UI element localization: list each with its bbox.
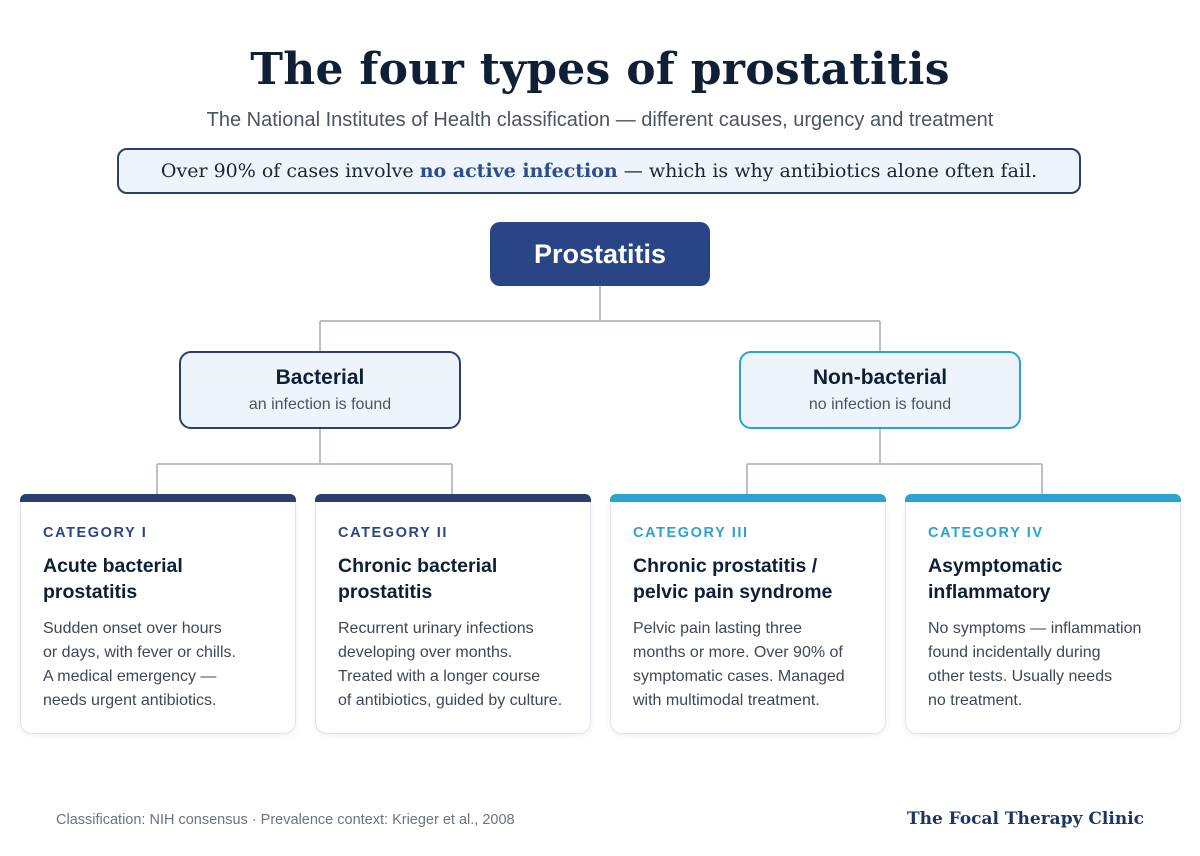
category-title-line: Chronic prostatitis / (633, 555, 818, 577)
card-accent-bar (20, 494, 296, 502)
root-node-prostatitis: Prostatitis (490, 222, 710, 286)
connector-bacterial-to-categories (157, 429, 452, 494)
category-description-line: Sudden onset over hours (43, 620, 222, 637)
category-description-line: Treated with a longer course (338, 668, 541, 685)
category-description-line: Pelvic pain lasting three (633, 620, 802, 637)
diagram-subtitle: The National Institutes of Health classification — different causes, urgency and treatment (206, 109, 994, 131)
category-description-line: or days, with fever or chills. (43, 644, 236, 661)
category-title (338, 553, 578, 605)
category-title-line: prostatitis (43, 581, 138, 603)
category-tag: CATEGORY IV (928, 525, 1044, 541)
category-tag: CATEGORY III (633, 525, 749, 541)
category-tag: CATEGORY I (43, 525, 148, 541)
card-accent-bar (905, 494, 1181, 502)
group-subtitle: an infection is found (248, 396, 392, 413)
category-title-line: inflammatory (928, 581, 1051, 603)
card-accent-bar (315, 494, 591, 502)
category-description-line: Recurrent urinary infections (338, 620, 534, 637)
callout-text-after: — which is why antibiotics alone often fail. (617, 160, 1038, 182)
category-description-line: of antibiotics, guided by culture. (338, 692, 563, 709)
group-title: Bacterial (275, 366, 365, 389)
category-description-line: no treatment. (928, 692, 1023, 709)
category-title-line: Asymptomatic (928, 555, 1063, 577)
category-title (928, 553, 1168, 605)
category-description-line: needs urgent antibiotics. (43, 692, 217, 709)
callout-text-before: Over 90% of cases involve (160, 160, 420, 182)
category-title-line: prostatitis (338, 581, 433, 603)
group-node-bacterial (179, 351, 461, 429)
category-description-line: developing over months. (338, 644, 513, 661)
category-title (43, 553, 283, 605)
category-card-1 (20, 494, 296, 734)
connector-root-to-groups (320, 286, 880, 351)
connector-nonbacterial-to-categories (747, 429, 1042, 494)
category-description-line: No symptoms — inflammation (928, 620, 1142, 637)
category-tag: CATEGORY II (338, 525, 448, 541)
category-description-line: A medical emergency — (43, 668, 217, 685)
category-description-line: symptomatic cases. Managed (633, 668, 845, 685)
brand-logo-text: The Focal Therapy Clinic (906, 809, 1144, 829)
category-description (338, 617, 578, 713)
diagram-title: The four types of prostatitis (250, 44, 950, 95)
category-card-4 (905, 494, 1181, 734)
category-card-3 (610, 494, 886, 734)
category-description-line: found incidentally during (928, 644, 1101, 661)
category-title-line: Acute bacterial (43, 555, 183, 577)
category-title-line: pelvic pain syndrome (633, 581, 833, 603)
category-description (43, 617, 283, 713)
card-accent-bar (610, 494, 886, 502)
category-description (928, 617, 1168, 713)
category-title (633, 553, 873, 605)
category-card-2 (315, 494, 591, 734)
callout-highlight: no active infection (419, 160, 618, 182)
group-node-non-bacterial (739, 351, 1021, 429)
category-title-line: Chronic bacterial (338, 555, 498, 577)
category-description-line: other tests. Usually needs (928, 668, 1113, 685)
category-description (633, 617, 873, 713)
source-note: Classification: NIH consensus · Prevalence context: Krieger et al., 2008 (56, 812, 515, 828)
group-subtitle: no infection is found (808, 396, 952, 413)
category-description-line: with multimodal treatment. (633, 692, 820, 709)
category-description-line: months or more. Over 90% of (633, 644, 843, 661)
group-title: Non-bacterial (812, 366, 948, 389)
